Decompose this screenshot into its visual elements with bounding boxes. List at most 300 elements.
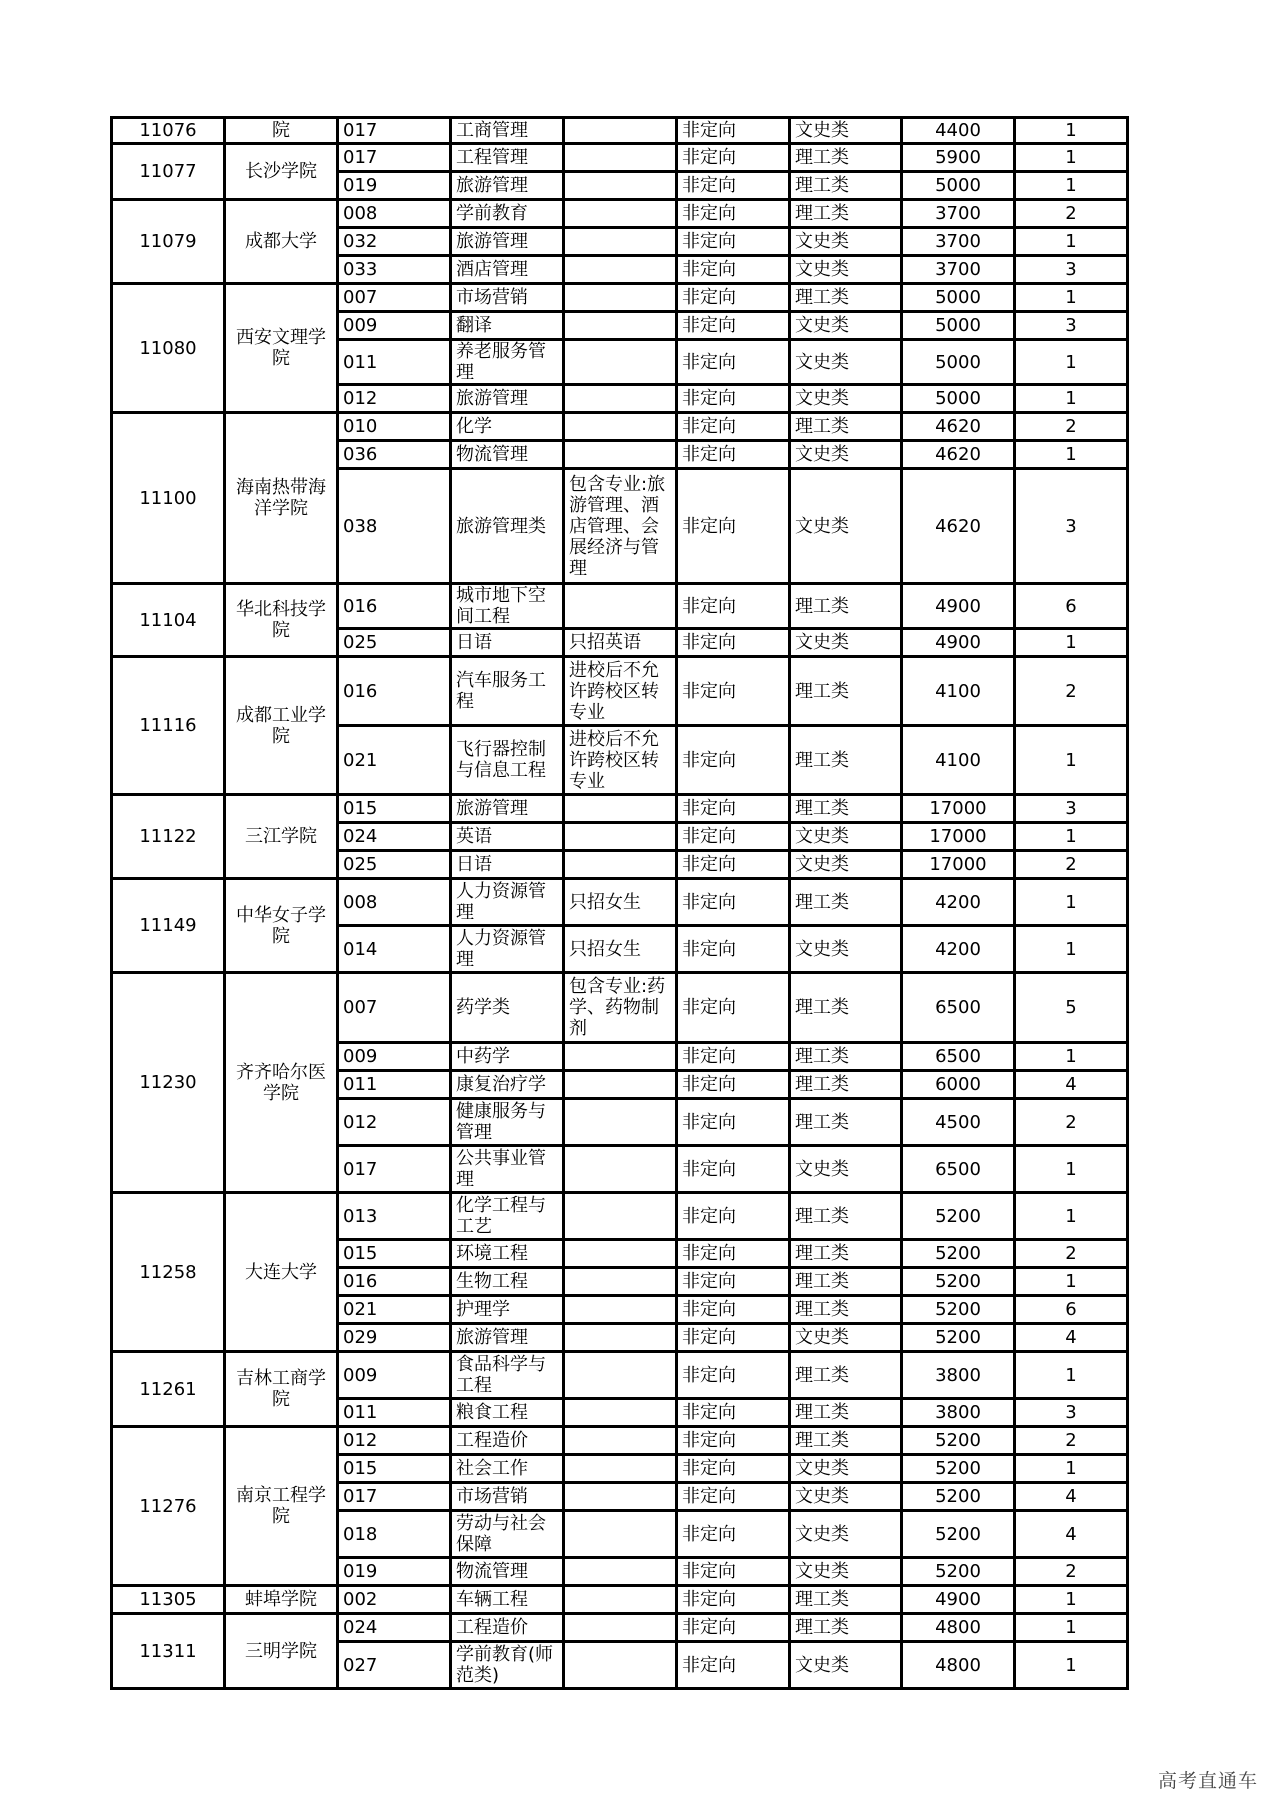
school-name-cell: 海南热带海洋学院 — [225, 413, 338, 584]
school-name-cell: 三明学院 — [225, 1614, 338, 1689]
school-name-cell: 南京工程学院 — [225, 1427, 338, 1586]
major-name-cell: 药学类 — [451, 973, 564, 1043]
note-cell — [564, 1586, 677, 1614]
major-code-cell: 007 — [338, 973, 451, 1043]
fee-cell: 5200 — [902, 1558, 1015, 1586]
note-cell: 进校后不允许跨校区转专业 — [564, 726, 677, 795]
fee-cell: 5200 — [902, 1193, 1015, 1240]
major-name-cell: 工程造价 — [451, 1614, 564, 1642]
note-cell — [564, 172, 677, 200]
school-name-cell: 成都工业学院 — [225, 657, 338, 795]
plan-cell: 3 — [1015, 469, 1128, 584]
note-cell — [564, 584, 677, 629]
major-name-cell: 酒店管理 — [451, 256, 564, 284]
note-cell — [564, 1399, 677, 1427]
plan-cell: 2 — [1015, 1099, 1128, 1146]
category-cell: 文史类 — [790, 629, 902, 657]
major-code-cell: 012 — [338, 1427, 451, 1455]
major-name-cell: 人力资源管理 — [451, 879, 564, 926]
fee-cell: 4400 — [902, 118, 1015, 144]
major-name-cell: 康复治疗学 — [451, 1071, 564, 1099]
major-code-cell: 038 — [338, 469, 451, 584]
major-code-cell: 008 — [338, 200, 451, 228]
orientation-cell: 非定向 — [677, 823, 790, 851]
major-name-cell: 劳动与社会保障 — [451, 1511, 564, 1558]
table-row — [112, 1586, 1128, 1614]
major-name-cell: 市场营销 — [451, 1483, 564, 1511]
major-code-cell: 009 — [338, 1043, 451, 1071]
orientation-cell: 非定向 — [677, 584, 790, 629]
orientation-cell: 非定向 — [677, 657, 790, 726]
major-name-cell: 旅游管理 — [451, 795, 564, 823]
fee-cell: 6500 — [902, 1146, 1015, 1193]
major-code-cell: 016 — [338, 1268, 451, 1296]
major-name-cell: 化学工程与工艺 — [451, 1193, 564, 1240]
school-name-cell: 大连大学 — [225, 1193, 338, 1352]
fee-cell: 4100 — [902, 657, 1015, 726]
major-name-cell: 健康服务与管理 — [451, 1099, 564, 1146]
table-row — [112, 795, 1128, 823]
category-cell: 理工类 — [790, 1296, 902, 1324]
orientation-cell: 非定向 — [677, 1146, 790, 1193]
school-code-cell: 11116 — [112, 657, 225, 795]
orientation-cell: 非定向 — [677, 1399, 790, 1427]
category-cell: 理工类 — [790, 973, 902, 1043]
note-cell — [564, 1043, 677, 1071]
fee-cell: 5000 — [902, 172, 1015, 200]
note-cell — [564, 441, 677, 469]
fee-cell: 5000 — [902, 284, 1015, 312]
category-cell: 理工类 — [790, 795, 902, 823]
school-code-cell: 11122 — [112, 795, 225, 879]
category-cell: 文史类 — [790, 441, 902, 469]
category-cell: 文史类 — [790, 469, 902, 584]
fee-cell: 4800 — [902, 1614, 1015, 1642]
fee-cell: 6000 — [902, 1071, 1015, 1099]
category-cell: 文史类 — [790, 1558, 902, 1586]
category-cell: 文史类 — [790, 1483, 902, 1511]
school-code-cell: 11080 — [112, 284, 225, 413]
major-name-cell: 日语 — [451, 629, 564, 657]
major-code-cell: 016 — [338, 584, 451, 629]
plan-cell: 1 — [1015, 1614, 1128, 1642]
plan-cell: 4 — [1015, 1511, 1128, 1558]
orientation-cell: 非定向 — [677, 256, 790, 284]
table-row — [112, 657, 1128, 726]
fee-cell: 6500 — [902, 1043, 1015, 1071]
orientation-cell: 非定向 — [677, 469, 790, 584]
category-cell: 文史类 — [790, 1146, 902, 1193]
plan-cell: 6 — [1015, 584, 1128, 629]
major-code-cell: 007 — [338, 284, 451, 312]
plan-cell: 3 — [1015, 256, 1128, 284]
category-cell: 理工类 — [790, 1399, 902, 1427]
orientation-cell: 非定向 — [677, 1324, 790, 1352]
fee-cell: 4620 — [902, 413, 1015, 441]
table-row — [112, 413, 1128, 441]
table-row — [112, 973, 1128, 1043]
table-row — [112, 1352, 1128, 1399]
note-cell — [564, 385, 677, 413]
fee-cell: 4100 — [902, 726, 1015, 795]
category-cell: 文史类 — [790, 228, 902, 256]
major-name-cell: 公共事业管理 — [451, 1146, 564, 1193]
plan-cell: 1 — [1015, 1146, 1128, 1193]
fee-cell: 5000 — [902, 340, 1015, 385]
category-cell: 文史类 — [790, 385, 902, 413]
fee-cell: 6500 — [902, 973, 1015, 1043]
category-cell: 理工类 — [790, 1043, 902, 1071]
major-name-cell: 物流管理 — [451, 1558, 564, 1586]
major-name-cell: 环境工程 — [451, 1240, 564, 1268]
fee-cell: 4800 — [902, 1642, 1015, 1689]
category-cell: 理工类 — [790, 172, 902, 200]
major-name-cell: 养老服务管理 — [451, 340, 564, 385]
orientation-cell: 非定向 — [677, 413, 790, 441]
school-code-cell: 11305 — [112, 1586, 225, 1614]
orientation-cell: 非定向 — [677, 228, 790, 256]
major-code-cell: 011 — [338, 1399, 451, 1427]
major-code-cell: 032 — [338, 228, 451, 256]
category-cell: 理工类 — [790, 726, 902, 795]
major-name-cell: 旅游管理 — [451, 228, 564, 256]
plan-cell: 1 — [1015, 340, 1128, 385]
plan-cell: 5 — [1015, 973, 1128, 1043]
orientation-cell: 非定向 — [677, 1558, 790, 1586]
category-cell: 文史类 — [790, 256, 902, 284]
plan-cell: 1 — [1015, 1455, 1128, 1483]
orientation-cell: 非定向 — [677, 1642, 790, 1689]
major-code-cell: 025 — [338, 629, 451, 657]
note-cell — [564, 284, 677, 312]
major-name-cell: 工商管理 — [451, 118, 564, 144]
major-name-cell: 旅游管理 — [451, 172, 564, 200]
plan-cell: 1 — [1015, 172, 1128, 200]
major-code-cell: 013 — [338, 1193, 451, 1240]
major-name-cell: 市场营销 — [451, 284, 564, 312]
note-cell — [564, 1146, 677, 1193]
school-code-cell: 11076 — [112, 118, 225, 144]
category-cell: 理工类 — [790, 413, 902, 441]
fee-cell: 5200 — [902, 1511, 1015, 1558]
category-cell: 文史类 — [790, 340, 902, 385]
category-cell: 文史类 — [790, 118, 902, 144]
major-name-cell: 城市地下空间工程 — [451, 584, 564, 629]
school-name-cell: 院 — [225, 118, 338, 144]
major-name-cell: 学前教育 — [451, 200, 564, 228]
fee-cell: 5200 — [902, 1427, 1015, 1455]
major-code-cell: 016 — [338, 657, 451, 726]
school-name-cell: 三江学院 — [225, 795, 338, 879]
major-code-cell: 021 — [338, 1296, 451, 1324]
school-name-cell: 长沙学院 — [225, 144, 338, 200]
major-code-cell: 024 — [338, 1614, 451, 1642]
note-cell — [564, 144, 677, 172]
plan-cell: 1 — [1015, 284, 1128, 312]
note-cell — [564, 200, 677, 228]
major-code-cell: 010 — [338, 413, 451, 441]
table-row — [112, 1427, 1128, 1455]
table-row — [112, 118, 1128, 144]
major-code-cell: 021 — [338, 726, 451, 795]
orientation-cell: 非定向 — [677, 385, 790, 413]
note-cell: 只招女生 — [564, 879, 677, 926]
major-name-cell: 飞行器控制与信息工程 — [451, 726, 564, 795]
admissions-table — [110, 116, 1129, 1690]
major-name-cell: 旅游管理 — [451, 385, 564, 413]
category-cell: 文史类 — [790, 1511, 902, 1558]
category-cell: 理工类 — [790, 1614, 902, 1642]
orientation-cell: 非定向 — [677, 1483, 790, 1511]
category-cell: 理工类 — [790, 1427, 902, 1455]
plan-cell: 1 — [1015, 1193, 1128, 1240]
plan-cell: 2 — [1015, 200, 1128, 228]
category-cell: 理工类 — [790, 1193, 902, 1240]
category-cell: 文史类 — [790, 823, 902, 851]
plan-cell: 2 — [1015, 1427, 1128, 1455]
plan-cell: 1 — [1015, 926, 1128, 973]
orientation-cell: 非定向 — [677, 1099, 790, 1146]
note-cell — [564, 1268, 677, 1296]
category-cell: 理工类 — [790, 1071, 902, 1099]
category-cell: 理工类 — [790, 584, 902, 629]
major-code-cell: 019 — [338, 1558, 451, 1586]
orientation-cell: 非定向 — [677, 1427, 790, 1455]
orientation-cell: 非定向 — [677, 851, 790, 879]
major-name-cell: 日语 — [451, 851, 564, 879]
fee-cell: 3700 — [902, 228, 1015, 256]
major-code-cell: 029 — [338, 1324, 451, 1352]
note-cell — [564, 1071, 677, 1099]
school-code-cell: 11276 — [112, 1427, 225, 1586]
major-name-cell: 粮食工程 — [451, 1399, 564, 1427]
major-name-cell: 护理学 — [451, 1296, 564, 1324]
orientation-cell: 非定向 — [677, 879, 790, 926]
note-cell — [564, 1511, 677, 1558]
note-cell — [564, 823, 677, 851]
watermark-text: 高考直通车 — [1157, 1770, 1258, 1792]
plan-cell: 1 — [1015, 441, 1128, 469]
note-cell — [564, 340, 677, 385]
major-code-cell: 027 — [338, 1642, 451, 1689]
orientation-cell: 非定向 — [677, 1455, 790, 1483]
category-cell: 文史类 — [790, 1455, 902, 1483]
orientation-cell: 非定向 — [677, 200, 790, 228]
fee-cell: 4900 — [902, 584, 1015, 629]
fee-cell: 5900 — [902, 144, 1015, 172]
fee-cell: 17000 — [902, 795, 1015, 823]
major-code-cell: 009 — [338, 1352, 451, 1399]
major-code-cell: 009 — [338, 312, 451, 340]
major-name-cell: 社会工作 — [451, 1455, 564, 1483]
plan-cell: 1 — [1015, 1268, 1128, 1296]
major-name-cell: 生物工程 — [451, 1268, 564, 1296]
orientation-cell: 非定向 — [677, 1268, 790, 1296]
category-cell: 文史类 — [790, 851, 902, 879]
note-cell: 只招英语 — [564, 629, 677, 657]
table-row — [112, 284, 1128, 312]
category-cell: 文史类 — [790, 1642, 902, 1689]
note-cell: 只招女生 — [564, 926, 677, 973]
table-body — [112, 118, 1128, 1689]
category-cell: 理工类 — [790, 1099, 902, 1146]
plan-cell: 1 — [1015, 823, 1128, 851]
note-cell — [564, 1614, 677, 1642]
major-code-cell: 025 — [338, 851, 451, 879]
school-name-cell: 成都大学 — [225, 200, 338, 284]
note-cell — [564, 1193, 677, 1240]
plan-cell: 1 — [1015, 726, 1128, 795]
orientation-cell: 非定向 — [677, 284, 790, 312]
orientation-cell: 非定向 — [677, 795, 790, 823]
note-cell: 包含专业:旅游管理、酒店管理、会展经济与管理 — [564, 469, 677, 584]
plan-cell: 3 — [1015, 795, 1128, 823]
major-code-cell: 017 — [338, 144, 451, 172]
table-row — [112, 200, 1128, 228]
orientation-cell: 非定向 — [677, 1240, 790, 1268]
note-cell — [564, 1427, 677, 1455]
major-name-cell: 工程造价 — [451, 1427, 564, 1455]
category-cell: 理工类 — [790, 1586, 902, 1614]
fee-cell: 3800 — [902, 1399, 1015, 1427]
plan-cell: 4 — [1015, 1483, 1128, 1511]
major-code-cell: 011 — [338, 1071, 451, 1099]
fee-cell: 5200 — [902, 1455, 1015, 1483]
category-cell: 理工类 — [790, 1240, 902, 1268]
plan-cell: 6 — [1015, 1296, 1128, 1324]
major-code-cell: 019 — [338, 172, 451, 200]
major-name-cell: 人力资源管理 — [451, 926, 564, 973]
fee-cell: 4200 — [902, 926, 1015, 973]
fee-cell: 4620 — [902, 441, 1015, 469]
plan-cell: 1 — [1015, 1043, 1128, 1071]
major-name-cell: 食品科学与工程 — [451, 1352, 564, 1399]
note-cell — [564, 1296, 677, 1324]
note-cell — [564, 1455, 677, 1483]
major-code-cell: 017 — [338, 118, 451, 144]
note-cell — [564, 228, 677, 256]
fee-cell: 3800 — [902, 1352, 1015, 1399]
fee-cell: 4900 — [902, 1586, 1015, 1614]
category-cell: 理工类 — [790, 1352, 902, 1399]
note-cell — [564, 1558, 677, 1586]
major-code-cell: 008 — [338, 879, 451, 926]
table-row — [112, 584, 1128, 629]
note-cell — [564, 1483, 677, 1511]
category-cell: 理工类 — [790, 879, 902, 926]
fee-cell: 5200 — [902, 1240, 1015, 1268]
school-code-cell: 11230 — [112, 973, 225, 1193]
plan-cell: 1 — [1015, 385, 1128, 413]
table-row — [112, 144, 1128, 172]
major-code-cell: 015 — [338, 1240, 451, 1268]
note-cell — [564, 256, 677, 284]
plan-cell: 2 — [1015, 851, 1128, 879]
plan-cell: 1 — [1015, 118, 1128, 144]
school-code-cell: 11261 — [112, 1352, 225, 1427]
note-cell — [564, 413, 677, 441]
school-code-cell: 11077 — [112, 144, 225, 200]
table-row — [112, 879, 1128, 926]
orientation-cell: 非定向 — [677, 340, 790, 385]
major-code-cell: 017 — [338, 1483, 451, 1511]
major-name-cell: 中药学 — [451, 1043, 564, 1071]
orientation-cell: 非定向 — [677, 726, 790, 795]
major-code-cell: 018 — [338, 1511, 451, 1558]
major-name-cell: 化学 — [451, 413, 564, 441]
note-cell — [564, 1240, 677, 1268]
plan-cell: 2 — [1015, 413, 1128, 441]
plan-cell: 2 — [1015, 1558, 1128, 1586]
note-cell — [564, 1642, 677, 1689]
major-code-cell: 002 — [338, 1586, 451, 1614]
school-name-cell: 华北科技学院 — [225, 584, 338, 657]
school-code-cell: 11100 — [112, 413, 225, 584]
fee-cell: 5000 — [902, 312, 1015, 340]
orientation-cell: 非定向 — [677, 172, 790, 200]
major-name-cell: 物流管理 — [451, 441, 564, 469]
fee-cell: 4900 — [902, 629, 1015, 657]
plan-cell: 1 — [1015, 1642, 1128, 1689]
orientation-cell: 非定向 — [677, 144, 790, 172]
orientation-cell: 非定向 — [677, 312, 790, 340]
school-code-cell: 11258 — [112, 1193, 225, 1352]
plan-cell: 1 — [1015, 144, 1128, 172]
orientation-cell: 非定向 — [677, 1071, 790, 1099]
note-cell: 进校后不允许跨校区转专业 — [564, 657, 677, 726]
major-code-cell: 012 — [338, 1099, 451, 1146]
category-cell: 理工类 — [790, 657, 902, 726]
fee-cell: 4200 — [902, 879, 1015, 926]
category-cell: 理工类 — [790, 144, 902, 172]
note-cell: 包含专业:药学、药物制剂 — [564, 973, 677, 1043]
category-cell: 理工类 — [790, 1268, 902, 1296]
school-name-cell: 蚌埠学院 — [225, 1586, 338, 1614]
orientation-cell: 非定向 — [677, 1586, 790, 1614]
note-cell — [564, 312, 677, 340]
orientation-cell: 非定向 — [677, 1614, 790, 1642]
major-code-cell: 036 — [338, 441, 451, 469]
orientation-cell: 非定向 — [677, 629, 790, 657]
note-cell — [564, 851, 677, 879]
fee-cell: 3700 — [902, 256, 1015, 284]
plan-cell: 1 — [1015, 879, 1128, 926]
orientation-cell: 非定向 — [677, 973, 790, 1043]
fee-cell: 4500 — [902, 1099, 1015, 1146]
major-name-cell: 旅游管理 — [451, 1324, 564, 1352]
category-cell: 理工类 — [790, 200, 902, 228]
plan-cell: 3 — [1015, 1399, 1128, 1427]
major-code-cell: 012 — [338, 385, 451, 413]
table-row — [112, 1193, 1128, 1240]
school-code-cell: 11079 — [112, 200, 225, 284]
note-cell — [564, 118, 677, 144]
plan-cell: 1 — [1015, 1352, 1128, 1399]
orientation-cell: 非定向 — [677, 118, 790, 144]
orientation-cell: 非定向 — [677, 1296, 790, 1324]
fee-cell: 5000 — [902, 385, 1015, 413]
school-name-cell: 齐齐哈尔医学院 — [225, 973, 338, 1193]
major-name-cell: 英语 — [451, 823, 564, 851]
major-name-cell: 汽车服务工程 — [451, 657, 564, 726]
major-code-cell: 011 — [338, 340, 451, 385]
fee-cell: 5200 — [902, 1268, 1015, 1296]
orientation-cell: 非定向 — [677, 926, 790, 973]
orientation-cell: 非定向 — [677, 1352, 790, 1399]
major-code-cell: 015 — [338, 1455, 451, 1483]
plan-cell: 2 — [1015, 1240, 1128, 1268]
school-name-cell: 西安文理学院 — [225, 284, 338, 413]
